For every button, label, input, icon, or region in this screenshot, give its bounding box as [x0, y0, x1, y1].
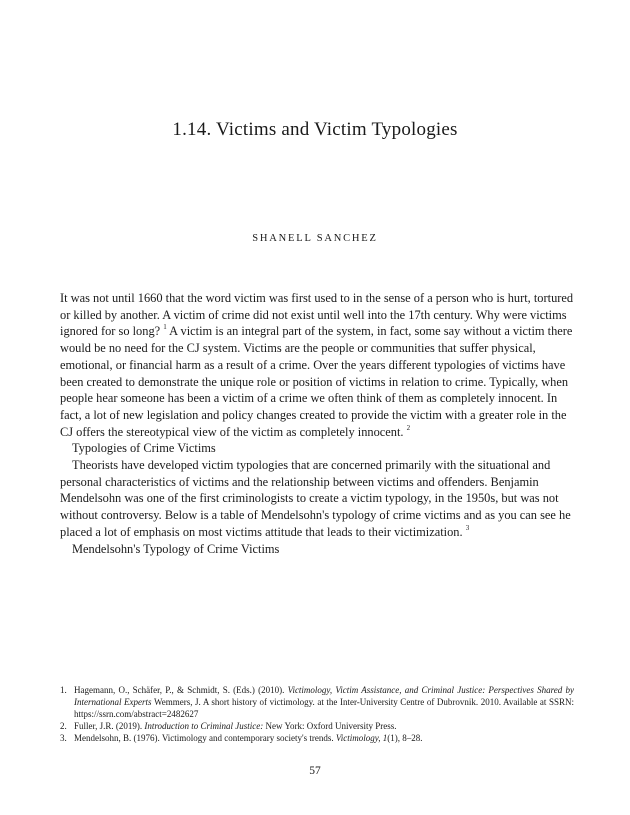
section-heading-mendelsohn: Mendelsohn's Typology of Crime Victims: [72, 541, 280, 556]
footnote-text-after: New York: Oxford University Press.: [263, 721, 397, 731]
footnote-text: [74, 732, 574, 744]
author-name: SHANELL SANCHEZ: [252, 233, 378, 244]
paragraph-theorists: [60, 457, 574, 541]
footnote-item: [60, 684, 574, 720]
footnote-number: 1.: [60, 685, 67, 695]
footnote-text-before: Fuller, J.R. (2019).: [74, 721, 145, 731]
footnote-item: [60, 732, 574, 744]
footnote-item: [60, 720, 574, 732]
footnote-number: 2.: [60, 721, 67, 731]
footnote-ref-1[interactable]: 1: [163, 323, 167, 332]
body-text: [60, 290, 574, 557]
chapter-title: 1.14. Victims and Victim Typologies: [172, 119, 458, 140]
footnote-text-after: (1), 8–28.: [387, 733, 423, 743]
footnote-text: [74, 684, 574, 720]
footnote-text-after: Wemmers, J. A short history of victimology. at the Inter-University Centre of Dubrovnik. 2010. Available at SSRN: https://ssrn.com/abstract=2482627: [74, 697, 574, 719]
footnote-italic-title: Introduction to Criminal Justice:: [144, 721, 264, 731]
footnote-text-before: Mendelsohn, B. (1976). Victimology and contemporary society's trends.: [74, 733, 336, 743]
footnote-ref-3[interactable]: 3: [465, 523, 470, 532]
footnotes-list: [60, 684, 574, 744]
footnote-number: 3.: [60, 733, 67, 743]
paragraph-intro-text-b: A victim is an integral part of the system, in fact, some say without a victim there would be no need for the CJ system. Victims are the people or communities that suffer physical, emotional, or financial harm as a result of a crime. Over the years different typologies of victims have been created to demonstrate the unique role or position of victims in relation to crime. Typically, when people hear someone has been a victim of a crime we often think of them as completely innocent. In fact, a lot of new legislation and policy changes created to provide the victim with a greater role in the CJ offers the stereotypical view of the victim as completely innocent.: [60, 324, 573, 439]
page-number: 57: [309, 765, 321, 777]
footnote-text: [74, 720, 574, 732]
paragraph-intro: [60, 290, 574, 440]
paragraph-intro-text-a: It was not until 1660 that the word victim was first used to in the sense of a person who is hurt, tortured or killed by another. A victim of crime did not exist until well into the 17th century. Why were victims ignored for so long?: [60, 291, 574, 339]
footnote-ref-2[interactable]: 2: [406, 423, 411, 432]
footnote-text-before: Hagemann, O., Schäfer, P., & Schmidt, S. (Eds.) (2010).: [74, 685, 288, 695]
section-heading-typologies: Typologies of Crime Victims: [72, 441, 216, 456]
footnote-italic-title: Victimology, 1: [335, 733, 388, 743]
footnote-italic-title: Victimology, Victim Assistance, and Criminal Justice: Perspectives Shared by International Experts: [74, 685, 574, 707]
paragraph-theorists-text: Theorists have developed victim typologies that are concerned primarily with the situational and personal characteristics of victims and the relationship between victims and offenders. Benjamin Mendelsohn was one of the first criminologists to create a victim typology, in the 1950s, but was not without controversy. Below is a table of Mendelsohn's typology of crime victims and as you can see he placed a lot of emphasis on most victims attitude that leads to their victimization.: [60, 458, 571, 539]
